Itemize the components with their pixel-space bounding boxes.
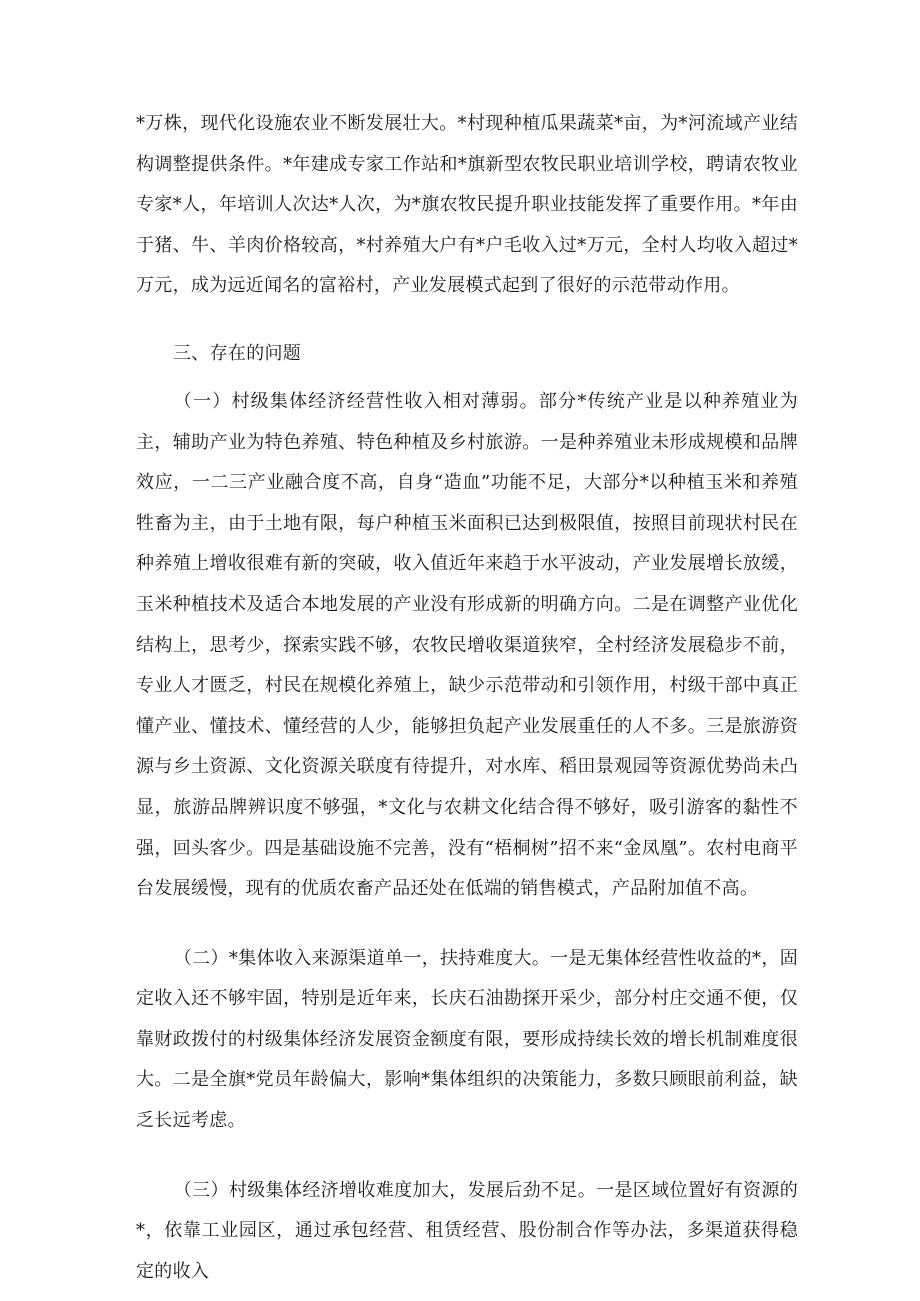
- body-paragraph-continued: *万株，现代化设施农业不断发展壮大。*村现种植瓜果蔬菜*亩，为*河流域产业结构调整提供条件。*年建成专家工作站和*旗新型农牧民职业培训学校，聘请农牧业专家*人，年培训人次达*人次，为*旗农牧民提升职业技能发挥了重要作用。*年由于猪、牛、羊肉价格较高，*村养殖大户有*户毛收入过*万元，全村人均收入超过*万元，成为远近闻名的富裕村，产业发展模式起到了很好的示范带动作用。: [136, 113, 798, 297]
- issue-paragraph-1: （一）村级集体经济经营性收入相对薄弱。部分*传统产业是以种养殖业为主，辅助产业为特色养殖、特色种植及乡村旅游。一是种养殖业未形成规模和品牌效应，一二三产业融合度不高，自身“造血”功能不足，大部分*以种植玉米和养殖牲畜为主，由于土地有限，每户种植玉米面积已达到极限值，按照目前现状村民在种养殖上增收很难有新的突破，收入值近年来趋于水平波动，产业发展增长放缓，玉米种植技术及适合本地发展的产业没有形成新的明确方向。二是在调整产业优化结构上，思考少，探索实践不够，农牧民增收渠道狭窄，全村经济发展稳步不前，专业人才匮乏，村民在规模化养殖上，缺少示范带动和引领作用，村级干部中真正懂产业、懂技术、懂经营的人少，能够担负起产业发展重任的人不多。三是旅游资源与乡土资源、文化资源关联度有待提升，对水库、稻田景观园等资源优势尚未凸显，旅游品牌辨识度不够强，*文化与农耕文化结合得不够好，吸引游客的黏性不强，回头客少。四是基础设施不完善，没有“梧桐树”招不来“金凤凰”。农村电商平台发展缓慢，现有的优质农畜产品还处在低端的销售模式，产品附加值不高。: [136, 390, 798, 900]
- document-page: [136, 104, 798, 1292]
- section-heading: 三、存在的问题: [173, 342, 302, 364]
- issue-paragraph-3: （三）村级集体经济增收难度加大，发展后劲不足。一是区域位置好有资源的*，依靠工业园区，通过承包经营、租赁经营、股份制合作等办法，多渠道获得稳定的收入: [136, 1179, 798, 1282]
- issue-paragraph-2: （二）*集体收入来源渠道单一，扶持难度大。一是无集体经营性收益的*，固定收入还不够牢固，特别是近年来，长庆石油勘探开采少，部分村庄交通不便，仅靠财政拨付的村级集体经济发展资金额度有限，要形成持续长效的增长机制难度很大。二是全旗*党员年龄偏大，影响*集体组织的决策能力，多数只顾眼前利益，缺乏长远考虑。: [136, 947, 798, 1132]
